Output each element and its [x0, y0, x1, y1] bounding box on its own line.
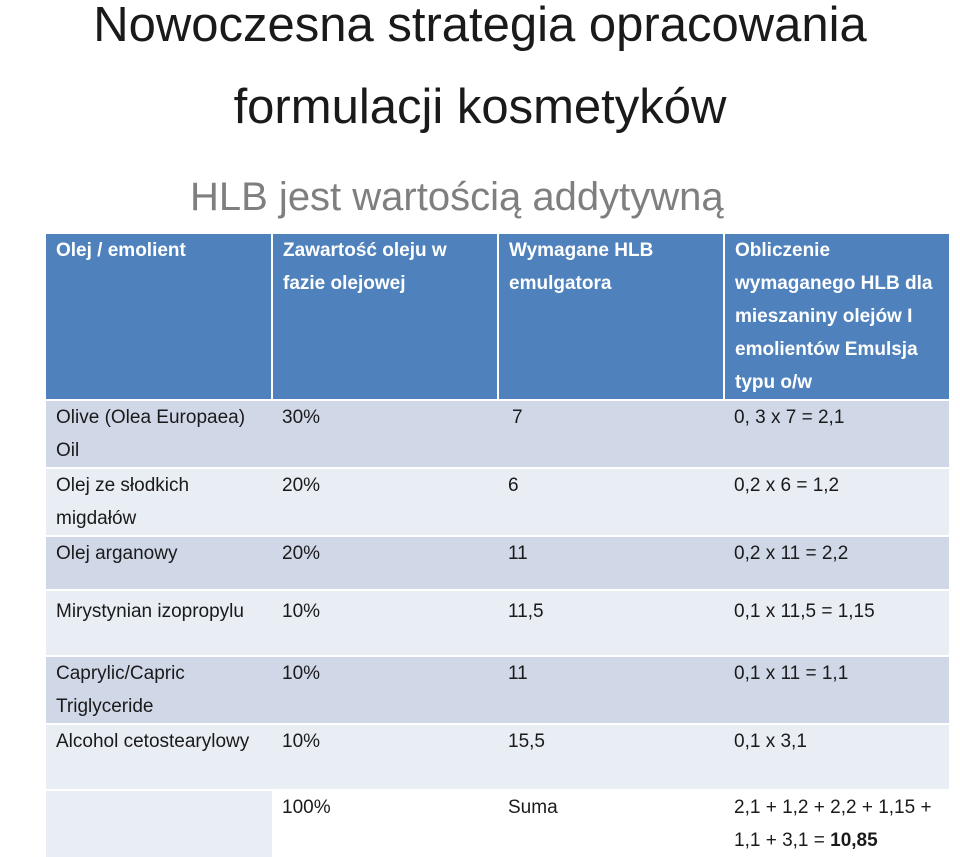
cell-calculation: 0,1 x 11 = 1,1: [724, 656, 949, 724]
cell-calculation: 0,2 x 6 = 1,2: [724, 468, 949, 536]
header-required-hlb: Wymagane HLB emulgatora: [498, 234, 724, 400]
cell-oil-content: 10%: [272, 590, 498, 656]
slide-title: [0, 0, 960, 132]
hlb-table: [46, 234, 949, 857]
sum-calculation-terms: 2,1 + 1,2 + 2,2 + 1,15 + 1,1 + 3,1 =: [734, 797, 932, 851]
cell-required-hlb: 11: [498, 656, 724, 724]
cell-oil-content: 20%: [272, 468, 498, 536]
sum-label-cell: [46, 790, 272, 857]
cell-oil-name: Olej arganowy: [46, 536, 272, 590]
cell-oil-name: Mirystynian izopropylu: [46, 590, 272, 656]
cell-oil-name: Olej ze słodkich migdałów: [46, 468, 272, 536]
table-row: [46, 536, 949, 590]
cell-required-hlb: 11,5: [498, 590, 724, 656]
sum-calculation: [724, 790, 949, 857]
cell-required-hlb: 11: [498, 536, 724, 590]
cell-oil-content: 10%: [272, 656, 498, 724]
sum-content: 100%: [272, 790, 498, 857]
cell-calculation: 0, 3 x 7 = 2,1: [724, 400, 949, 468]
slide-subtitle: HLB jest wartością addytywną: [190, 175, 724, 219]
cell-calculation: 0,2 x 11 = 2,2: [724, 536, 949, 590]
cell-oil-name: Olive (Olea Europaea) Oil: [46, 400, 272, 468]
table-row: [46, 468, 949, 536]
cell-oil-content: 20%: [272, 536, 498, 590]
cell-oil-name: Caprylic/Capric Triglyceride: [46, 656, 272, 724]
cell-oil-content: 30%: [272, 400, 498, 468]
cell-oil-name: Alcohol cetostearylowy: [46, 724, 272, 790]
cell-required-hlb: 7: [498, 400, 724, 468]
slide-title-line1: Nowoczesna strategia opracowania: [93, 0, 867, 52]
cell-calculation: 0,1 x 3,1: [724, 724, 949, 790]
header-oil-content: Zawartość oleju w fazie olejowej: [272, 234, 498, 400]
table-header-row: [46, 234, 949, 400]
slide-title-line2: formulacji kosmetyków: [233, 80, 727, 134]
sum-hlb-label: Suma: [498, 790, 724, 857]
cell-required-hlb: 6: [498, 468, 724, 536]
cell-oil-content: 10%: [272, 724, 498, 790]
cell-calculation: 0,1 x 11,5 = 1,15: [724, 590, 949, 656]
sum-result: 10,85: [830, 830, 878, 851]
table-row: [46, 724, 949, 790]
header-oil: Olej / emolient: [46, 234, 272, 400]
table-row: [46, 656, 949, 724]
table-row: [46, 590, 949, 656]
header-calculation: Obliczenie wymaganego HLB dla mieszaniny olejów I emolientów Emulsja typu o/w: [724, 234, 949, 400]
table-row: [46, 400, 949, 468]
sum-row: [46, 790, 949, 857]
cell-required-hlb: 15,5: [498, 724, 724, 790]
